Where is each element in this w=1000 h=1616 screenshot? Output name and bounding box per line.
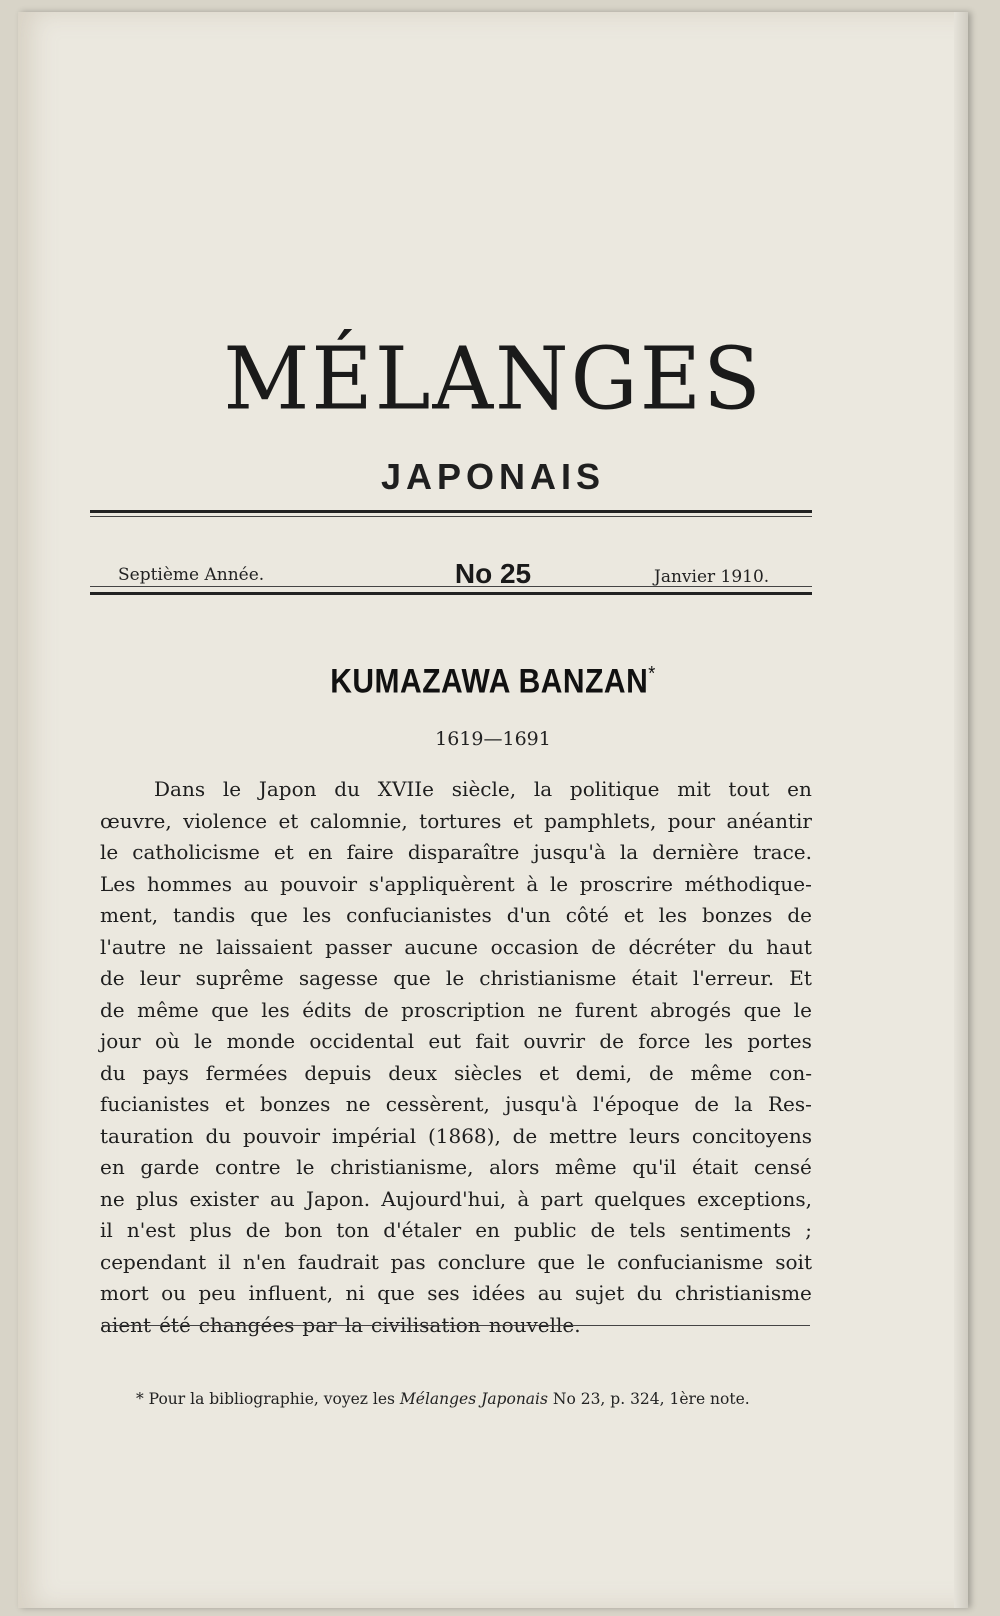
footnote xyxy=(136,1390,750,1408)
article-dates: 1619—1691 xyxy=(435,728,551,750)
header-rule-bottom-thin xyxy=(90,586,812,587)
masthead-subtitle: JAPONAIS xyxy=(380,456,606,497)
body-line: du pays fermées depuis deux siècles et demi, de même con- xyxy=(100,1060,812,1085)
body-line: en garde contre le christianisme, alors même qu'il était censé xyxy=(100,1155,812,1179)
body-line: mort ou peu influent, ni que ses idées au sujet du christianisme xyxy=(100,1281,812,1305)
masthead-title: MÉLANGES xyxy=(223,329,763,429)
body-line: le catholicisme et en faire disparaître jusqu'à la dernière trace. xyxy=(100,840,812,864)
header-rule-top-thin xyxy=(90,516,812,517)
body-line: Dans le Japon du XVIIe siècle, la politique mit tout en xyxy=(154,777,812,801)
body-line: œuvre, violence et calomnie, tortures et pamphlets, pour anéantir xyxy=(100,808,812,833)
footnote-marker: * xyxy=(648,661,656,685)
body-line: de leur suprême sagesse que le christianisme était l'erreur. Et xyxy=(100,966,812,990)
body-line: il n'est plus de bon ton d'étaler en public de tels sentiments ; xyxy=(100,1218,812,1242)
body-line: ment, tandis que les confucianistes d'un côté et les bonzes de xyxy=(100,903,812,927)
footnote-rule xyxy=(102,1325,810,1326)
issue-date: Janvier 1910. xyxy=(654,567,770,587)
article-title xyxy=(18,661,968,701)
body-line: Les hommes au pouvoir s'appliquèrent à le proscrire méthodique- xyxy=(100,871,812,896)
body-line: jour où le monde occidental eut fait ouvrir de force les portes xyxy=(100,1029,812,1053)
body-line: cependant il n'en faudrait pas conclure que le confucianisme soit xyxy=(100,1249,812,1274)
journal-page xyxy=(18,12,968,1608)
header-rule-top xyxy=(90,510,812,513)
page-edge xyxy=(954,12,968,1608)
body-line: ne plus exister au Japon. Aujourd'hui, à part quelques exceptions, xyxy=(100,1186,812,1211)
body-line: fucianistes et bonzes ne cessèrent, jusqu'à l'époque de la Res- xyxy=(100,1092,812,1116)
header-rule-bottom xyxy=(90,592,812,595)
issue-number: No 25 xyxy=(454,558,532,589)
body-line: l'autre ne laissaient passer aucune occasion de décréter du haut xyxy=(100,934,812,959)
footnote-journal: Mélanges Japonais xyxy=(399,1390,548,1408)
body-line: tauration du pouvoir impérial (1868), de mettre leurs concitoyens xyxy=(100,1123,812,1148)
issue-year: Septième Année. xyxy=(118,565,265,585)
footnote-prefix: * Pour la bibliographie, voyez les xyxy=(136,1390,395,1408)
body-line: aient été changées par la civilisation nouvelle. xyxy=(100,1312,581,1337)
footnote-suffix: No 23, p. 324, 1ère note. xyxy=(552,1390,750,1408)
article-body xyxy=(100,774,812,1341)
article-title-text: KUMAZAWA BANZAN xyxy=(330,662,649,701)
body-line: de même que les édits de proscription ne furent abrogés que le xyxy=(100,997,812,1022)
